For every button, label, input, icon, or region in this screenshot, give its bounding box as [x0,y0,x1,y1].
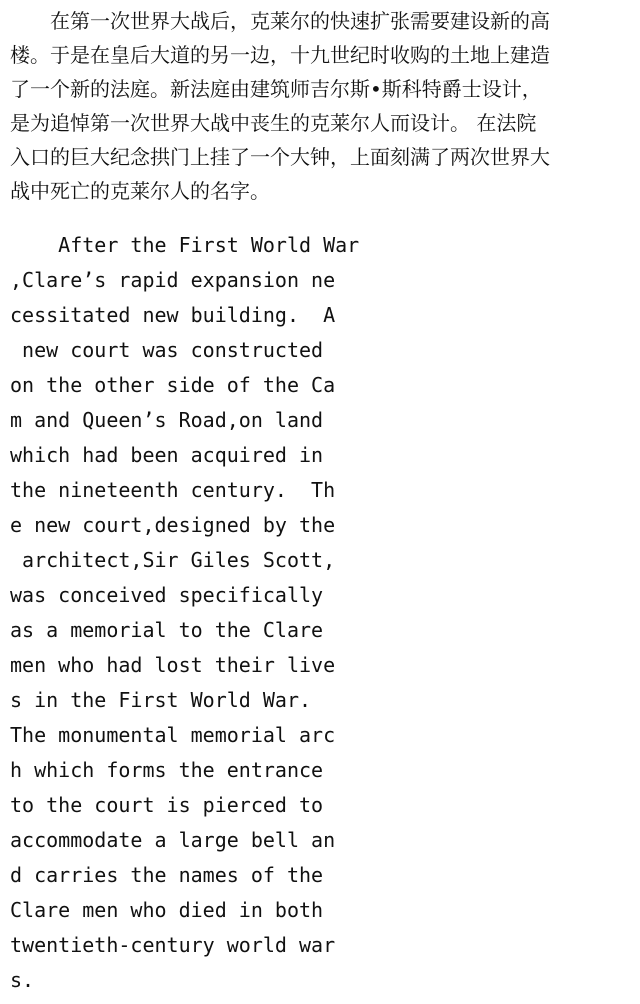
chinese-line: 了一个新的法庭。新法庭由建筑师吉尔斯•斯科特爵士设计， [10,77,542,101]
english-line: Clare men who died in both [10,898,324,922]
chinese-line: 入口的巨大纪念拱门上挂了一个大钟，上面刻满了两次世界大 [10,145,550,169]
english-line: e new court,designed by the [10,513,336,537]
english-line: architect,Sir Giles Scott, [10,548,336,572]
english-line: was conceived specifically [10,583,324,607]
english-line: men who had lost their live [10,653,336,677]
english-line: ,Clare’s rapid expansion ne [10,268,336,292]
english-line: to the court is pierced to [10,793,324,817]
chinese-paragraph [10,4,634,208]
english-line: on the other side of the Ca [10,373,336,397]
english-line: the nineteenth century. Th [10,478,336,502]
chinese-line: 战中死亡的克莱尔人的名字。 [10,179,270,203]
english-line: m and Queen’s Road,on land [10,408,324,432]
english-line: h which forms the entrance [10,758,324,782]
chinese-line: 是为追悼第一次世界大战中丧生的克莱尔人而设计。 在法院 [10,111,537,135]
chinese-line: 在第一次世界大战后，克莱尔的快速扩张需要建设新的高 [10,9,550,33]
english-line: s in the First World War. [10,688,312,712]
english-line: which had been acquired in [10,443,324,467]
english-line: s. [10,968,35,992]
english-line: The monumental memorial arc [10,723,336,747]
chinese-line: 楼。于是在皇后大道的另一边，十九世纪时收购的土地上建造 [10,43,550,67]
english-line: accommodate a large bell an [10,828,336,852]
english-paragraph [10,228,630,998]
english-line: cessitated new building. A [10,303,336,327]
english-line: new court was constructed [10,338,324,362]
english-line: d carries the names of the [10,863,324,887]
english-line: twentieth-century world war [10,933,336,957]
english-line: After the First World War [10,233,360,257]
english-line: as a memorial to the Clare [10,618,324,642]
